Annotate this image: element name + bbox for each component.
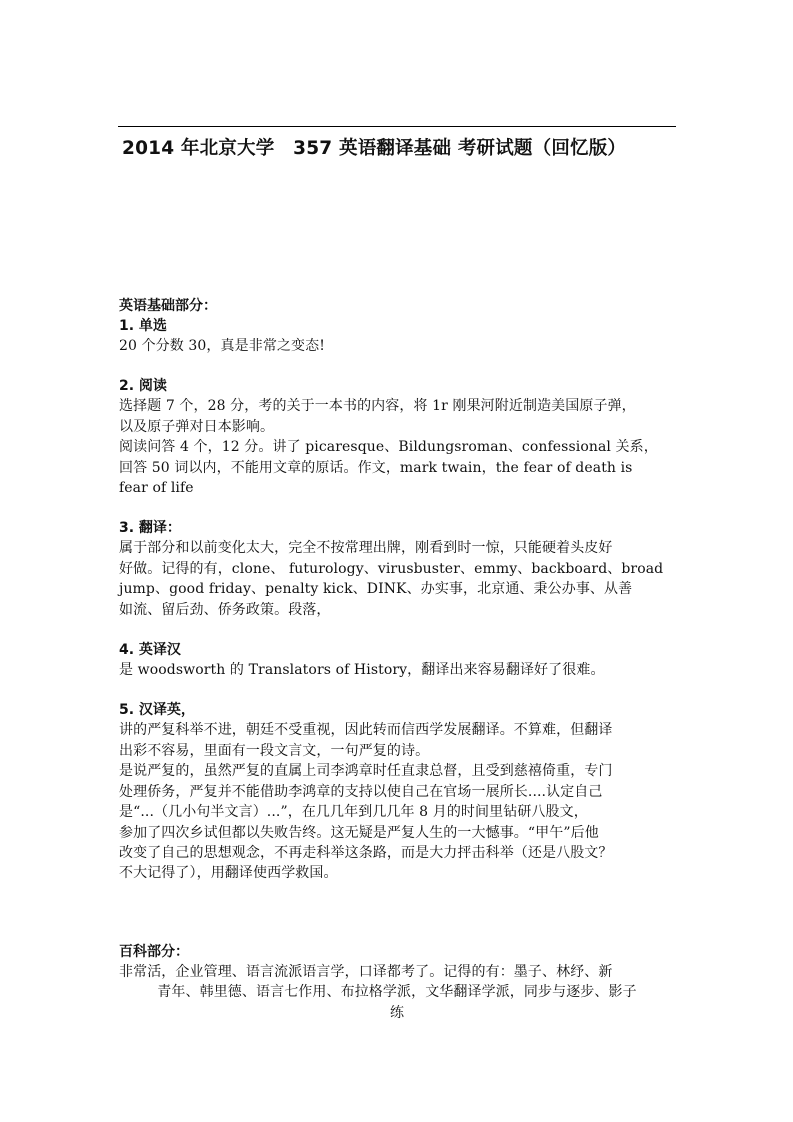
- text-line: 是说严复的，虽然严复的直属上司李鸿章时任直隶总督，且受到慈禧倚重，专门: [119, 763, 613, 780]
- header-rule: [118, 126, 676, 127]
- section-heading: 1. 单选: [119, 318, 167, 334]
- section-reading: [119, 376, 675, 498]
- section-heading: 5. 汉译英，: [119, 702, 195, 719]
- part-encyclopedia: [119, 942, 675, 1023]
- section-translation: [119, 518, 675, 620]
- section-heading: 2. 阅读: [119, 378, 167, 395]
- text-line: 以及原子弹对日本影响。: [119, 418, 275, 435]
- section-heading: 3. 翻译：: [119, 520, 181, 537]
- text-line: 讲的严复科举不进，朝廷不受重视，因此转而信西学发展翻译。不算难，但翻译: [119, 722, 613, 739]
- spacer: [119, 620, 675, 640]
- section-text: [119, 336, 675, 356]
- section-text: [119, 962, 675, 1023]
- spacer: [119, 356, 675, 376]
- document-title: 2014 年北京大学 357 英语翻译基础 考研试题（回忆版）: [122, 138, 627, 159]
- text-line: 好做。记得的有，clone、 futurology、virusbuster、emmy、backboard、broad: [119, 560, 664, 577]
- part-encyclopedia-heading: 百科部分：: [119, 943, 189, 960]
- section-single-choice: [119, 316, 675, 356]
- text-line: 非常活，企业管理、语言流派语言学，口译都考了。记得的有：墨子、林纾、新: [119, 963, 613, 980]
- text-line: 是“...（几小句半文言）...”，在几几年到几几年 8 月的时间里钻研八股文，: [119, 804, 588, 821]
- spacer: [119, 498, 675, 518]
- text-line: 20 个分数 30，真是非常之变态!: [119, 338, 325, 354]
- section-heading: 4. 英译汉: [119, 642, 181, 659]
- text-line: 属于部分和以前变化太大，完全不按常理出牌，刚看到时一惊，只能硬着头皮好: [119, 540, 613, 557]
- text-line: 选择题 7 个，28 分，考的关于一本书的内容，将 1r 刚果河附近制造美国原子弹，: [119, 398, 636, 415]
- text-line: 出彩不容易，里面有一段文言文，一句严复的诗。: [119, 742, 430, 759]
- section-chinese-to-english: [119, 700, 675, 883]
- document-body: [119, 296, 675, 1023]
- text-line: 青年、韩里德、语言七作用、布拉格学派，文华翻译学派，同步与逐步、影子: [157, 984, 637, 1001]
- text-line: 处理侨务，严复并不能借助李鸿章的支持以使自己在官场一展所长....认定自己: [119, 783, 603, 800]
- section-text: [119, 396, 675, 498]
- part-english-basics-heading: 英语基础部分：: [119, 298, 217, 314]
- text-line: 不大记得了），用翻译使西学救国。: [119, 865, 338, 882]
- text-line: 是 woodsworth 的 Translators of History，翻译出来容易翻译好了很难。: [119, 662, 605, 679]
- text-line: 阅读问答 4 个，12 分。讲了 picaresque、Bildungsroman、confessional 关系，: [119, 439, 658, 456]
- spacer: [119, 680, 675, 700]
- text-line: 练: [389, 1004, 405, 1021]
- text-line: 参加了四次乡试但都以失败告终。这无疑是严复人生的一大憾事。“甲午”后他: [119, 824, 599, 841]
- section-text: [119, 660, 675, 680]
- text-line: 改变了自己的思想观念，不再走科举这条路，而是大力抨击科举（还是八股文？: [119, 844, 613, 861]
- text-line: 如流、留后劲、侨务政策。段落，: [119, 601, 331, 618]
- section-text: [119, 720, 675, 883]
- text-line: jump、good friday、penalty kick、DINK、办实事，北京通、秉公办事、从善: [119, 581, 633, 598]
- text-line: 回答 50 词以内，不能用文章的原话。作文，mark twain，the fear of death is: [119, 459, 633, 476]
- section-text: [119, 538, 675, 620]
- text-line: fear of life: [119, 480, 194, 497]
- spacer: [119, 884, 675, 942]
- section-english-to-chinese: [119, 640, 675, 680]
